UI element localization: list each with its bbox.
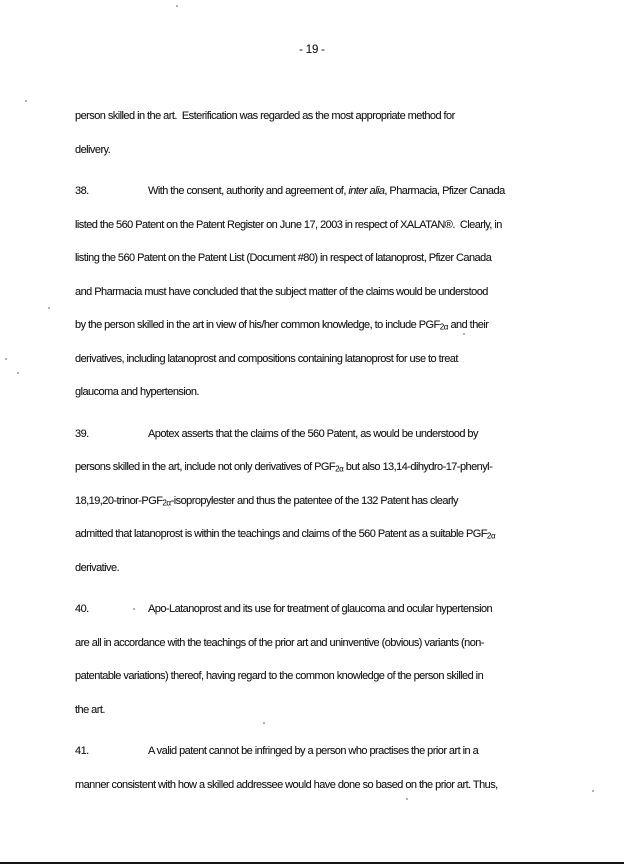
text-line: admitted that latanoprost is within the teachings and claims of the 560 Patent as a suitable $PGF_{2\alpha}$ [75,528,496,541]
scan-speck [5,358,7,360]
scan-speck [463,333,465,335]
paragraph [75,418,553,586]
paragraph [75,593,553,727]
scan-speck [592,790,594,792]
text-line: 38. With the consent, authority and agreement of, inter alia, Pharmacia, Pfizer Canada [75,175,553,209]
text-line: derivative. [75,561,120,574]
text-line: and Pharmacia must have concluded that the subject matter of the claims would be understood [75,285,488,298]
text-line: the art. [75,703,105,716]
text-line: $18,19,20-trinor-PGF_{2\alpha}$-isopropylester and thus the patentee of the 132 Patent has clearly [75,494,458,508]
paragraph-number: 41. [75,745,89,757]
text-line: 39. Apotex asserts that the claims of the 560 Patent, as would be understood by [75,418,553,452]
scan-speck [17,372,19,374]
text-line: glaucoma and hypertension. [75,386,199,398]
text-line: by the person skilled in the art in view of his/her common knowledge, to include $PGF_{2\alpha}$ and their [75,319,489,332]
text-line: manner consistent with how a skilled addressee would have done so based on the prior art. Thus, [75,778,498,791]
document-body [75,100,553,802]
scan-speck [176,5,178,7]
paragraph-number: 39. [75,427,89,440]
text-line: listed the 560 Patent on the Patent Register on June 17, 2003 in respect of XALATAN®. Clearly, in [75,218,502,231]
scan-speck [263,722,265,724]
text-line: listing the 560 Patent on the Patent List (Document #80) in respect of latanoprost, Pfizer Canada [75,252,492,264]
text-line: are all in accordance with the teachings of the prior art and uninventive (obvious) variants (non- [75,636,484,649]
text-line: persons skilled in the art, include not only derivatives of $PGF_{2\alpha}$ but also 13,14-dihydro-17-phenyl- [75,461,493,474]
text-line: patentable variations) thereof, having regard to the common knowledge of the person skilled in [75,670,484,682]
scan-speck [25,100,27,102]
page-number: - 19 - [299,44,325,56]
paragraph-number: 40. [75,603,89,615]
text-line: 40. Apo-Latanoprost and its use for treatment of glaucoma and ocular hypertension [75,593,553,627]
text-line: person skilled in the art. Esterification was regarded as the most appropriate method for [75,110,455,122]
paragraph-number: 38. [75,185,89,197]
scan-speck [133,608,135,610]
text-line: delivery. [75,143,111,156]
scan-speck [406,798,408,800]
text-line: derivatives, including latanoprost and compositions containing latanoprost for use to treat [75,352,458,365]
scan-speck [48,307,50,309]
text-line: 41. A valid patent cannot be infringed by a person who practises the prior art in a [75,735,553,769]
paragraph [75,735,553,802]
paragraph [75,100,553,167]
paragraph [75,175,553,410]
